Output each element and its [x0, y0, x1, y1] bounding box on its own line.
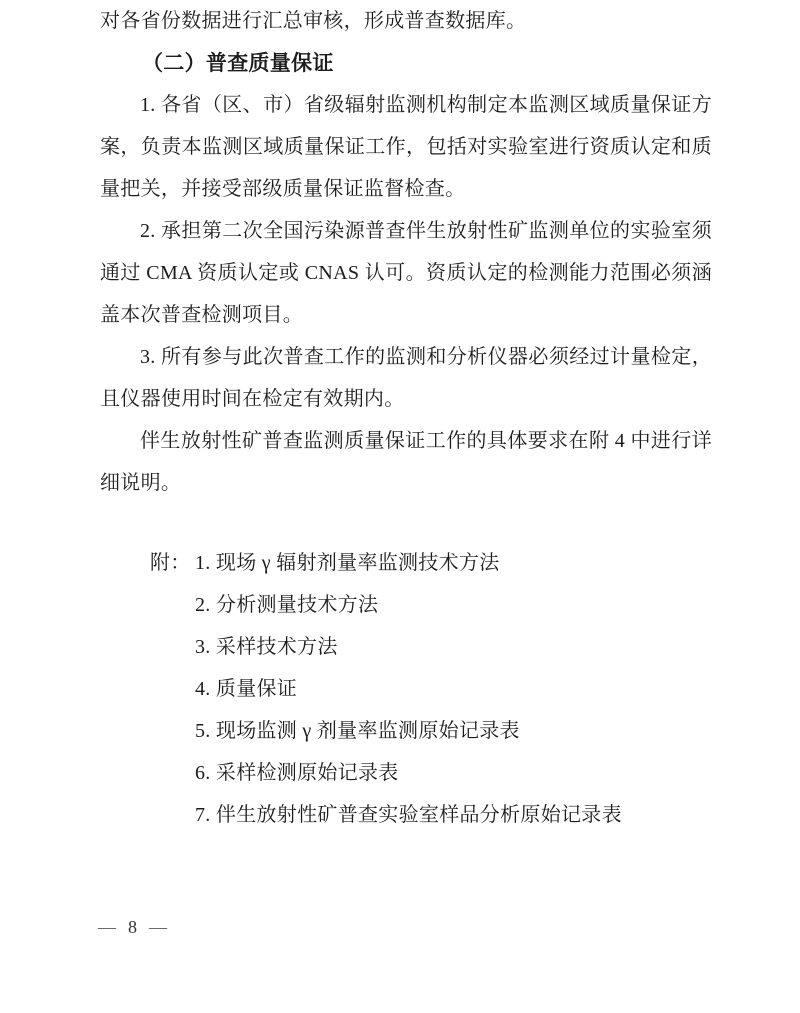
attachment-item: 3. 采样技术方法 [195, 636, 338, 658]
attachment-item: 4. 质量保证 [195, 678, 298, 700]
attachment-item: 6. 采样检测原始记录表 [195, 762, 399, 784]
attachment-item: 1. 现场 γ 辐射剂量率监测技术方法 [195, 552, 500, 574]
page-footer [98, 916, 167, 938]
attachment-item: 5. 现场监测 γ 剂量率监测原始记录表 [195, 720, 520, 742]
paragraph-1: 1. 各省（区、市）省级辐射监测机构制定本监测区域质量保证方案，负责本监测区域质量保证工作，包括对实验室进行资质认定和质量把关，并接受部级质量保证监督检查。 [100, 94, 712, 200]
document-body [100, 0, 712, 836]
footer-dash-right: — [149, 917, 167, 937]
paragraph-3: 3. 所有参与此次普查工作的监测和分析仪器必须经过计量检定，且仪器使用时间在检定有效期内。 [100, 346, 712, 410]
paragraph-2: 2. 承担第二次全国污染源普查伴生放射性矿监测单位的实验室须通过 CMA 资质认定或 CNAS 认可。资质认定的检测能力范围必须涵盖本次普查检测项目。 [100, 220, 712, 326]
footer-dash-left: — [98, 917, 116, 937]
attachment-item: 7. 伴生放射性矿普查实验室样品分析原始记录表 [195, 804, 622, 826]
paragraph-4: 伴生放射性矿普查监测质量保证工作的具体要求在附 4 中进行详细说明。 [100, 430, 712, 494]
attachments-label: 附： [150, 552, 191, 574]
intro-paragraph: 对各省份数据进行汇总审核，形成普查数据库。 [100, 10, 527, 32]
footer-page-number: 8 [128, 917, 137, 937]
attachment-item: 2. 分析测量技术方法 [195, 594, 379, 616]
attachments-list [150, 542, 712, 836]
section-heading: （二）普查质量保证 [142, 51, 334, 75]
attachments-items [195, 542, 712, 836]
